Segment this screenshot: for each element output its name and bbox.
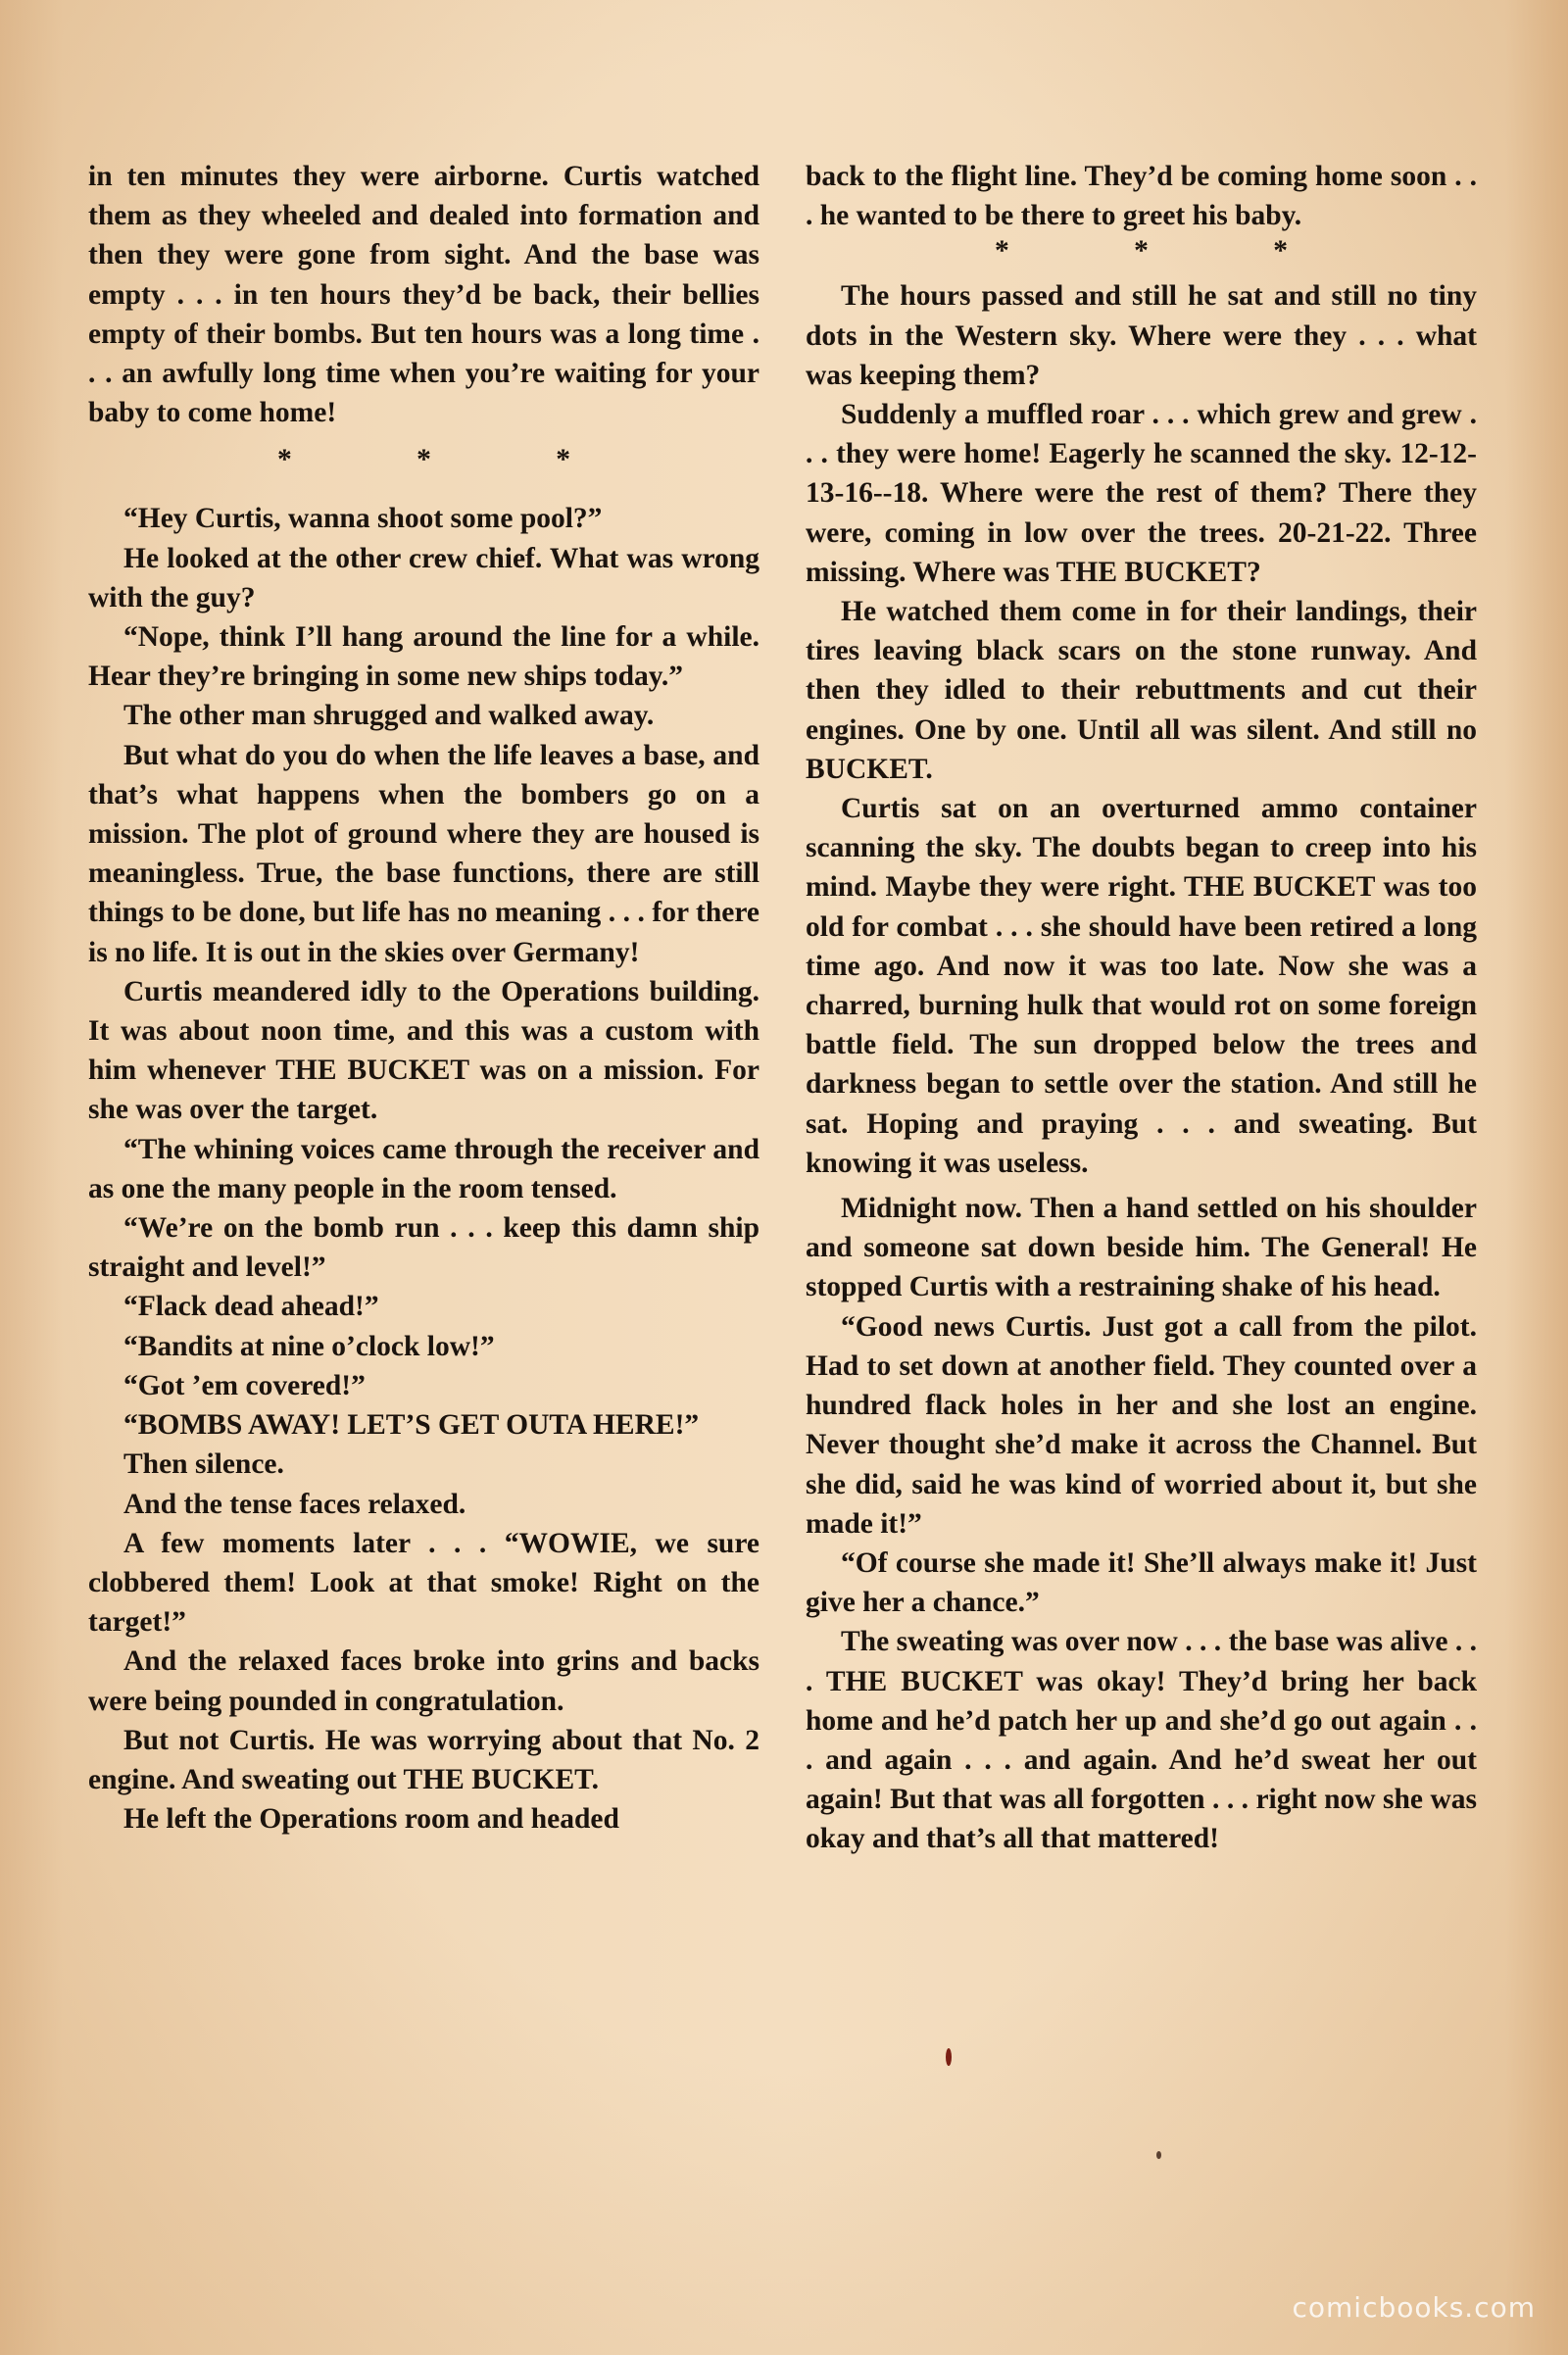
right-text-column <box>806 157 1477 1859</box>
paragraph: “Flack dead ahead!” <box>123 1291 379 1323</box>
paragraph: “Good news Curtis. Just got a call from the pilot. Had to set down at another field. They counted over a hundred flack holes in her and she lost an engine. Never thought she’d make it across the Channel. But she did, said he was kind of worried about it, but she made it!” <box>806 1310 1477 1540</box>
paragraph: He looked at the other crew chief. What was wrong with the guy? <box>88 542 760 613</box>
section-separator: * * * <box>277 444 629 476</box>
paragraph: Midnight now. Then a hand settled on his shoulder and someone sat down beside him. The General! He stopped Curtis with a restraining shake of his head. <box>806 1193 1477 1303</box>
paragraph: But what do you do when the life leaves a base, and that’s what happens when the bombers go on a mission. The plot of ground where they are housed is meaningless. True, the base functions, there are still things to be done, but life has no meaning . . . for there is no life. It is out in the skies over Germany! <box>88 739 760 968</box>
paragraph: “Got ’em covered!” <box>123 1369 366 1401</box>
paper-speck <box>946 2048 952 2066</box>
paper-speck <box>1156 2151 1161 2159</box>
paragraph: Then silence. <box>123 1448 284 1481</box>
watermark: comicbooks.com <box>1292 2291 1536 2324</box>
paragraph: “Bandits at nine o’clock low!” <box>123 1330 495 1362</box>
paragraph: in ten minutes they were airborne. Curtis watched them as they wheeled and dealed into formation and then they were gone from sight. And the base was empty . . . in ten hours they’d be back, their bellies empty of their bombs. But ten hours was a long time . . . an awfully long time when you’re waiting for your baby to come home! <box>88 161 760 429</box>
paragraph: Suddenly a muffled roar . . . which grew and grew . . . they were home! Eagerly he scanned the sky. 12-12-13-16--18. Where were the rest of them? There they were, coming in low over the trees. 20-21-22. Three missing. Where was THE BUCKET? <box>806 399 1477 588</box>
paragraph: back to the flight line. They’d be coming home soon . . . he wanted to be there to greet his baby. <box>806 161 1477 232</box>
paragraph: The sweating was over now . . . the base was alive . . . THE BUCKET was okay! They’d bring her back home and he’d patch her up and she’d go out again . . . and again . . . and again. And he’d sweat her out again! But that was all forgotten . . . right now she was okay and that’s all that mattered! <box>806 1626 1477 1855</box>
paragraph: And the relaxed faces broke into grins and backs were being pounded in congratulation. <box>88 1645 760 1717</box>
paragraph: And the tense faces relaxed. <box>123 1488 466 1520</box>
paragraph: “BOMBS AWAY! LET’S GET OUTA HERE!” <box>123 1409 700 1442</box>
paragraph: “We’re on the bomb run . . . keep this damn ship straight and level!” <box>88 1212 760 1284</box>
paragraph: A few moments later . . . “WOWIE, we sure clobbered them! Look at that smoke! Right on the target!” <box>88 1527 760 1639</box>
paragraph: Curtis meandered idly to the Operations building. It was about noon time, and this was a custom with him whenever THE BUCKET was on a mission. For she was over the target. <box>88 975 760 1126</box>
section-separator: * * * <box>995 235 1347 268</box>
paragraph: “Of course she made it! She’ll always make it! Just give her a chance.” <box>806 1546 1477 1619</box>
paragraph: He left the Operations room and headed <box>123 1803 619 1836</box>
left-text-column <box>88 157 760 1839</box>
paragraph: “Hey Curtis, wanna shoot some pool?” <box>123 503 603 535</box>
paragraph: Curtis sat on an overturned ammo container scanning the sky. The doubts began to creep into his mind. Maybe they were right. THE BUCKET was too old for combat . . . she should have been retired a long time ago. And now it was too late. Now she was a charred, burning hulk that would rot on some foreign battle field. The sun dropped below the trees and darkness began to settle over the station. And still he sat. Hoping and praying . . . and sweating. But knowing it was useless. <box>806 793 1477 1179</box>
paragraph: The other man shrugged and walked away. <box>123 700 655 732</box>
paragraph: He watched them come in for their landings, their tires leaving black scars on the stone runway. And then they idled to their rebuttments and cut their engines. One by one. Until all was silent. And still no BUCKET. <box>806 596 1477 785</box>
paragraph: The hours passed and still he sat and still no tiny dots in the Western sky. Where were they . . . what was keeping them? <box>806 280 1477 391</box>
paragraph: “The whining voices came through the receiver and as one the many people in the room tensed. <box>88 1133 760 1204</box>
paragraph: But not Curtis. He was worrying about that No. 2 engine. And sweating out THE BUCKET. <box>88 1724 760 1795</box>
paragraph: “Nope, think I’ll hang around the line for a while. Hear they’re bringing in some new ships today.” <box>88 621 760 693</box>
